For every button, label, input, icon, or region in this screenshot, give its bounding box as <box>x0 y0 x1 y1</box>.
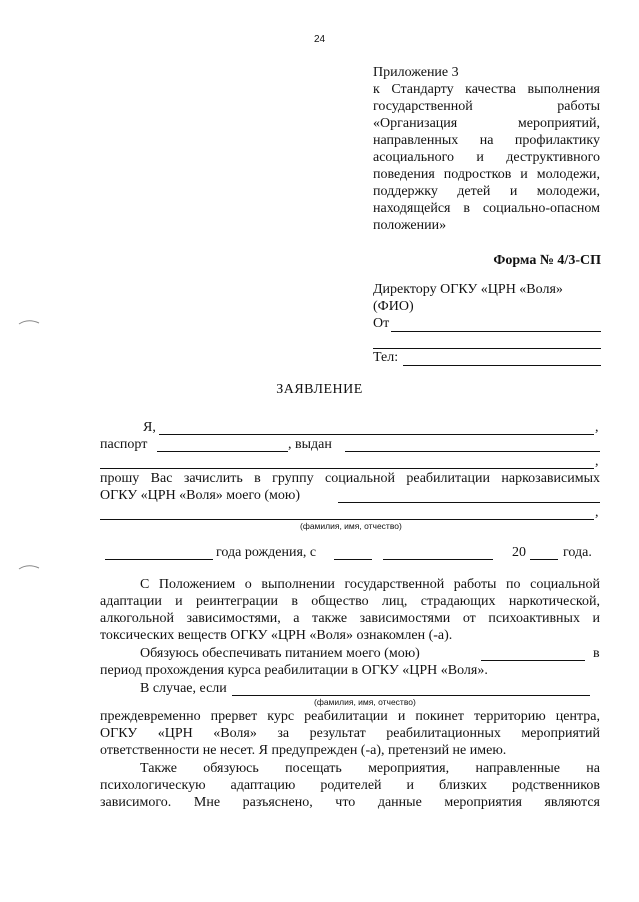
paragraph-line: адаптации и реинтеграции в общество лиц, страдающих наркотической, <box>100 594 600 609</box>
start-month-field[interactable] <box>383 559 493 560</box>
scan-mark <box>18 318 40 326</box>
paragraph-line: период прохождения курса реабилитации в ОГКУ «ЦРН «Воля». <box>100 663 488 678</box>
paragraph-word: в <box>593 646 600 661</box>
caption-fio: (фамилия, имя, отчество) <box>300 521 402 531</box>
appendix-line: направленных на профилактику <box>373 133 600 148</box>
passport-field[interactable] <box>157 451 288 452</box>
issued-field-line2[interactable] <box>100 468 594 469</box>
appendix-header <box>373 64 600 234</box>
request-line: ОГКУ «ЦРН «Воля» моего (мою) <box>100 488 301 503</box>
appendix-line: положении» <box>373 218 447 233</box>
addressee-director: Директору ОГКУ «ЦРН «Воля» <box>373 282 563 297</box>
appendix-line: к Стандарту качества выполнения <box>373 82 600 97</box>
request-line: прошу Вас зачислить в группу социальной реабилитации наркозависимых <box>100 471 600 486</box>
paragraph-line: алкогольной зависимостями, а также зависимостями от психоактивных и <box>100 611 600 626</box>
appendix-line: асоциального и деструктивного <box>373 150 600 165</box>
appendix-line: «Организация мероприятий, <box>373 116 600 131</box>
comma: , <box>595 505 599 520</box>
scan-mark <box>18 563 40 571</box>
from-label: От <box>373 316 390 331</box>
paragraph-line: ответственности не несет. Я предупрежден (-а), претензий не имею. <box>100 743 507 758</box>
child-name-field-line2[interactable] <box>100 519 594 520</box>
paragraph-line: ОГКУ «ЦРН «Воля» за результат реабилитационных мероприятий <box>100 726 600 741</box>
from-field[interactable] <box>391 331 601 332</box>
appendix-line: находящейся в социально-опасном <box>373 201 600 216</box>
paragraph-line: С Положением о выполнении государственной работы по социальной <box>140 577 600 592</box>
paragraph-line: психологическую адаптацию родителей и близких родственников <box>100 778 600 793</box>
appendix-line: государственной работы <box>373 99 600 114</box>
year-prefix: 20 <box>512 545 526 560</box>
comma: , <box>595 454 599 469</box>
paragraph-line: преждевременно прервет курс реабилитации и покинет территорию центра, <box>100 709 600 724</box>
child-name-field[interactable] <box>338 502 600 503</box>
issued-field[interactable] <box>345 451 600 452</box>
document-title: ЗАЯВЛЕНИЕ <box>276 382 363 397</box>
caption-fio: (фамилия, имя, отчество) <box>314 697 416 707</box>
appendix-line: Приложение 3 <box>373 65 459 80</box>
start-year-field[interactable] <box>530 559 558 560</box>
paragraph-line: В случае, если <box>140 681 227 696</box>
year-suffix: года. <box>563 545 592 560</box>
birth-year-field[interactable] <box>105 559 213 560</box>
phone-label: Тел: <box>373 350 399 365</box>
appendix-line: поддержку детей и молодежи, <box>373 184 600 199</box>
addressee-fio: (ФИО) <box>373 299 414 314</box>
paragraph-line: зависимого. Мне разъяснено, что данные мероприятия являются <box>100 795 600 810</box>
page-number: 24 <box>313 34 326 45</box>
comma: , <box>595 420 599 435</box>
appendix-line: поведения подростков и молодежи, <box>373 167 600 182</box>
passport-label: паспорт <box>100 437 148 452</box>
i-label: Я, <box>143 420 156 435</box>
start-day-field[interactable] <box>334 559 372 560</box>
phone-field[interactable] <box>403 365 601 366</box>
form-number: Форма № 4/3-СП <box>493 253 601 268</box>
paragraph-line: Обязуюсь обеспечивать питанием моего (мою) <box>140 646 420 661</box>
from-field-line2[interactable] <box>373 348 601 349</box>
birth-label: года рождения, с <box>216 545 317 560</box>
child-name-field-meals[interactable] <box>481 660 585 661</box>
paragraph-line: токсических веществ ОГКУ «ЦРН «Воля» ознакомлен (-а). <box>100 628 453 643</box>
applicant-name-field[interactable] <box>159 434 594 435</box>
issued-label: , выдан <box>288 437 332 452</box>
paragraph-line: Также обязуюсь посещать мероприятия, направленные на <box>140 761 600 776</box>
child-name-field-case[interactable] <box>232 695 590 696</box>
